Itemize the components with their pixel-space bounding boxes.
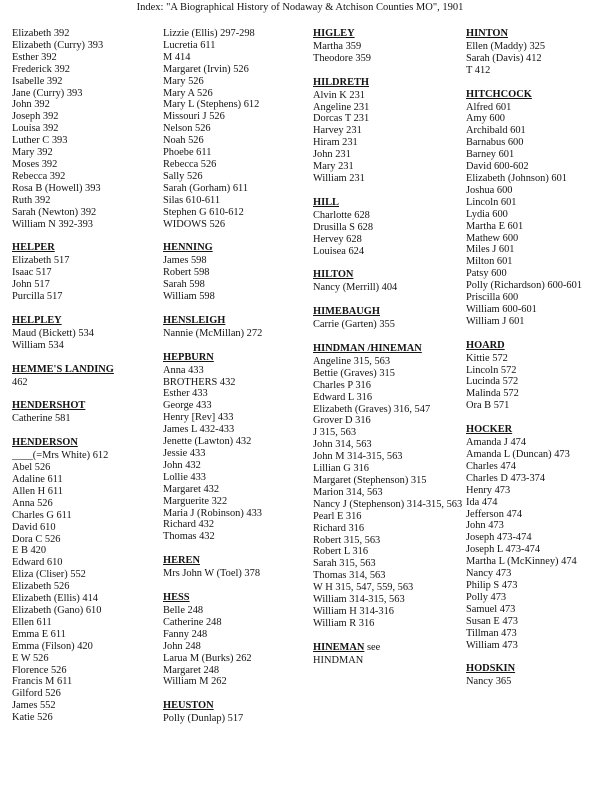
index-entry: Martha E 601: [466, 220, 524, 232]
index-entry: Maria J (Robinson) 433: [163, 507, 262, 519]
surname-section: [163, 555, 308, 580]
index-entry: Silas 610-611: [163, 194, 221, 206]
index-entry: Emma E 611: [12, 628, 66, 640]
index-entry: Emma (Filson) 420: [12, 640, 93, 652]
surname-heading: HINTON: [466, 28, 508, 39]
index-entry: Nelson 526: [163, 123, 211, 135]
index-entry: John 517: [12, 279, 50, 291]
index-entry: William R 316: [313, 617, 375, 629]
surname-heading: HITCHCOCK: [466, 88, 532, 100]
index-entry: Mary L (Stephens) 612: [163, 99, 260, 111]
surname-heading: HEUSTON: [163, 700, 214, 712]
surname-section: [163, 592, 308, 688]
surname-heading: HILL: [313, 196, 339, 208]
index-entry: Esther 433: [163, 388, 208, 400]
index-entry: Louisea 624: [313, 245, 365, 257]
index-entry: William N 392-393: [12, 218, 93, 230]
index-entry: Margaret 248: [163, 664, 220, 676]
page-header: Index: "A Biographical History of Nodaway & Atchison Counties MO", 1901: [136, 2, 464, 13]
surname-heading-wrap: [466, 424, 596, 436]
surname-heading-wrap: [313, 77, 463, 89]
surname-heading-wrap: [163, 592, 308, 604]
index-entry: Catherine 248: [163, 616, 222, 628]
index-entry: Amanda J 474: [466, 437, 527, 449]
index-entry: Elizabeth 392: [12, 28, 70, 39]
index-entry: Sarah 315, 563: [313, 558, 376, 570]
index-entry: John 392: [12, 99, 50, 111]
index-entry: William H 314-316: [313, 605, 394, 617]
surname-heading-wrap: [163, 700, 308, 712]
index-entry: William 473: [466, 639, 518, 651]
index-entry: George 433: [163, 400, 212, 412]
index-entry: Lydia 600: [466, 208, 508, 220]
surname-section: [12, 315, 157, 352]
surname-section: [313, 28, 463, 65]
index-entry: Missouri J 526: [163, 111, 225, 123]
index-entry: Catherine 581: [12, 413, 71, 425]
index-entry: Charlotte 628: [313, 209, 370, 221]
index-column: [466, 28, 596, 700]
surname-section: [466, 424, 596, 651]
surname-heading-wrap: [466, 340, 596, 352]
index-entry: Henry [Rev] 433: [163, 412, 234, 424]
index-entry: Anna 526: [12, 497, 53, 509]
index-entry: Elizabeth (Curry) 393: [12, 39, 104, 51]
index-entry: Marion 314, 563: [313, 486, 383, 498]
index-entry: Joseph 392: [12, 111, 59, 123]
index-entry: Edward L 316: [313, 391, 373, 403]
index-entry: James 598: [163, 255, 207, 267]
index-entry: BROTHERS 432: [163, 376, 236, 388]
index-entry: Lucinda 572: [466, 376, 519, 388]
index-entry: Barnabus 600: [466, 137, 524, 149]
index-entry: Elizabeth 517: [12, 255, 70, 267]
index-entry: John 231: [313, 149, 351, 161]
surname-heading: HILTON: [313, 269, 354, 281]
surname-section: [313, 306, 463, 331]
index-entry: Phoebe 611: [163, 147, 212, 159]
index-entry: William 534: [12, 339, 64, 351]
index-entry: William 598: [163, 291, 215, 303]
index-entry: Lollie 433: [163, 471, 206, 483]
index-entry: Robert L 316: [313, 546, 369, 558]
surname-heading: HILDRETH: [313, 76, 370, 88]
surname-heading: HENNING: [163, 242, 213, 254]
index-entry: Jenette (Lawton) 432: [163, 436, 252, 448]
index-entry: Elizabeth 526: [12, 581, 70, 593]
index-entry: Rebecca 526: [163, 158, 217, 170]
surname-heading-wrap: [12, 400, 157, 412]
surname-section: [163, 700, 308, 725]
surname-section: [466, 89, 596, 328]
index-entry: Belle 248: [163, 604, 204, 616]
index-entry: Bettie (Graves) 315: [313, 367, 395, 379]
index-entry: Nancy 473: [466, 568, 512, 580]
index-entry: Angeline 315, 563: [313, 355, 391, 367]
index-entry: Francis M 611: [12, 676, 73, 688]
index-entry: Jessie 433: [163, 448, 206, 459]
surname-heading-wrap: [163, 555, 308, 567]
index-entry: Angeline 231: [313, 101, 370, 113]
surname-section: [12, 242, 157, 303]
surname-heading-wrap: [12, 437, 157, 449]
index-entry: Kittie 572: [466, 352, 508, 364]
surname-heading: HELPLEY: [12, 314, 62, 326]
surname-heading-suffix: see: [364, 641, 381, 653]
index-entry: Elizabeth (Graves) 316, 547: [313, 403, 431, 415]
index-entry: David 600-602: [466, 161, 529, 173]
surname-heading-wrap: [466, 89, 596, 101]
index-entry: Nancy (Merrill) 404: [313, 282, 398, 294]
index-entry: Margaret (Stephenson) 315: [313, 475, 427, 486]
index-entry: Martha L (McKinney) 474: [466, 556, 577, 568]
index-entry: Rosa B (Howell) 393: [12, 182, 101, 194]
index-entry: Isabelle 392: [12, 75, 63, 87]
index-entry: Alvin K 231: [313, 89, 365, 101]
index-entry: Stephen G 610-612: [163, 206, 244, 218]
surname-section: [163, 28, 308, 230]
index-entry: Margaret (Irvin) 526: [163, 63, 249, 75]
index-entry: Fanny 248: [163, 628, 208, 640]
surname-section: [313, 197, 463, 258]
index-entry: Sarah (Newton) 392: [12, 206, 97, 218]
index-entry: John M 314-315, 563: [313, 451, 403, 463]
index-entry: John 432: [163, 459, 201, 471]
surname-section: [12, 400, 157, 425]
index-entry: Elizabeth (Johnson) 601: [466, 172, 567, 184]
index-entry: Nancy 365: [466, 676, 512, 688]
index-entry: Lucretia 611: [163, 39, 216, 51]
surname-heading-wrap: [313, 269, 463, 281]
index-entry: Luther C 393: [12, 135, 68, 147]
index-entry: Richard 316: [313, 522, 365, 534]
index-entry: Lincoln 601: [466, 196, 517, 208]
surname-section: [12, 437, 157, 724]
surname-heading: HINDMAN /HINEMAN: [313, 343, 422, 355]
index-entry: Anna 433: [163, 364, 204, 376]
index-entry: Samuel 473: [466, 603, 516, 615]
index-entry: E W 526: [12, 652, 49, 664]
surname-section: [12, 364, 157, 389]
index-entry: 462: [12, 376, 28, 388]
surname-heading: HELPER: [12, 242, 55, 254]
surname-section: [466, 340, 596, 412]
index-entry: Patsy 600: [466, 268, 507, 280]
index-entry: Ellen 611: [12, 616, 52, 628]
index-entry: Priscilla 600: [466, 292, 519, 304]
surname-heading-wrap: [313, 197, 463, 209]
index-entry: Lillian G 316: [313, 463, 369, 475]
surname-heading-wrap: [313, 306, 463, 318]
index-entry: Tillman 473: [466, 627, 517, 639]
surname-heading: HENDERSON: [12, 437, 78, 449]
index-entry: Thomas 314, 563: [313, 570, 386, 582]
index-entry: Ellen (Maddy) 325: [466, 40, 546, 52]
index-entry: Sarah (Gorham) 611: [163, 182, 249, 194]
index-entry: Hiram 231: [313, 137, 358, 149]
index-entry: John 473: [466, 520, 504, 532]
surname-heading: HOARD: [466, 339, 505, 351]
index-entry: Dora C 526: [12, 533, 61, 545]
index-entry: David 610: [12, 521, 56, 533]
index-entry: Polly (Richardson) 600-601: [466, 280, 583, 292]
index-entry: Mary A 526: [163, 87, 213, 99]
index-entry: Harvey 231: [313, 125, 362, 137]
surname-heading: HIMEBAUGH: [313, 306, 380, 318]
index-entry: Ruth 392: [12, 194, 51, 206]
index-entry: Marguerite 322: [163, 495, 228, 507]
index-entry: Hervey 628: [313, 233, 362, 245]
index-entry: William 231: [313, 172, 365, 184]
surname-heading-wrap: [163, 352, 308, 364]
index-entry: Charles 474: [466, 460, 516, 472]
index-entry: Moses 392: [12, 158, 58, 170]
index-column: [163, 28, 308, 737]
index-entry: Adaline 611: [12, 474, 63, 485]
surname-heading: HEPBURN: [163, 351, 214, 363]
surname-heading-wrap: [313, 642, 463, 654]
index-entry: Henry 473: [466, 484, 511, 496]
index-entry: Thomas 432: [163, 531, 215, 543]
index-entry: Polly 473: [466, 591, 507, 603]
surname-section: [466, 28, 596, 77]
index-entry: Isaac 517: [12, 267, 52, 279]
index-entry: Nancy J (Stephenson) 314-315, 563: [313, 498, 463, 510]
index-entry: Maud (Bickett) 534: [12, 327, 94, 339]
index-entry: Edward 610: [12, 557, 63, 569]
index-entry: ____(=Mrs White) 612: [12, 450, 109, 462]
index-entry: Joseph L 473-474: [466, 544, 541, 556]
index-entry: J 315, 563: [313, 427, 357, 439]
index-entry: William 314-315, 563: [313, 594, 405, 606]
surname-heading: HEMME'S LANDING: [12, 363, 114, 375]
surname-section: [313, 642, 463, 667]
index-entry: Richard 432: [163, 519, 215, 531]
surname-heading: HENDERSHOT: [12, 400, 86, 412]
index-entry: E B 420: [12, 545, 47, 557]
index-entry: Sarah (Davis) 412: [466, 52, 542, 64]
index-entry: Martha 359: [313, 40, 362, 52]
index-entry: HINDMAN: [313, 654, 364, 666]
index-entry: Philip S 473: [466, 579, 518, 591]
surname-heading: HIGLEY: [313, 28, 355, 39]
index-entry: Jefferson 474: [466, 508, 523, 520]
index-entry: Barney 601: [466, 149, 515, 161]
index-entry: Mary 231: [313, 161, 354, 173]
surname-section: [163, 352, 308, 544]
index-entry: Milton 601: [466, 256, 513, 268]
index-entry: Sarah 598: [163, 279, 205, 291]
index-entry: Grover D 316: [313, 415, 371, 427]
index-entry: William M 262: [163, 676, 227, 688]
index-entry: Miles J 601: [466, 244, 515, 256]
surname-heading-wrap: [163, 242, 308, 254]
index-entry: Archibald 601: [466, 125, 526, 137]
index-entry: M 414: [163, 51, 191, 63]
surname-heading-wrap: [163, 315, 308, 327]
surname-heading: HINEMAN: [313, 641, 365, 653]
index-entry: Charles D 473-374: [466, 472, 546, 484]
index-column: [12, 28, 157, 736]
index-entry: Mary 526: [163, 75, 204, 87]
index-entry: Dorcas T 231: [313, 113, 370, 125]
index-entry: Elizabeth (Gano) 610: [12, 604, 102, 616]
surname-section: [313, 77, 463, 185]
index-entry: John 248: [163, 640, 201, 652]
index-entry: William J 601: [466, 315, 525, 327]
index-entry: John 314, 563: [313, 439, 372, 451]
index-entry: Amy 600: [466, 113, 505, 125]
index-entry: Charles P 316: [313, 379, 371, 391]
index-entry: Malinda 572: [466, 388, 519, 400]
index-entry: Louisa 392: [12, 123, 59, 135]
index-entry: Nannie (McMillan) 272: [163, 327, 263, 339]
index-entry: Mary 392: [12, 147, 53, 159]
index-entry: Allen H 611: [12, 485, 63, 497]
index-entry: Robert 315, 563: [313, 534, 381, 546]
surname-heading: HEREN: [163, 555, 200, 567]
index-entry: Purcilla 517: [12, 291, 63, 303]
surname-section: [466, 663, 596, 688]
index-entry: James 552: [12, 700, 56, 712]
index-entry: Eliza (Cliser) 552: [12, 569, 86, 581]
index-entry: Charles G 611: [12, 509, 72, 521]
index-entry: WIDOWS 526: [163, 218, 226, 230]
index-entry: Theodore 359: [313, 52, 371, 64]
index-entry: Noah 526: [163, 135, 204, 147]
index-entry: Joseph 473-474: [466, 532, 532, 544]
index-entry: Esther 392: [12, 51, 57, 63]
surname-section: [12, 28, 157, 230]
surname-heading: HESS: [163, 592, 190, 604]
index-entry: Margaret 432: [163, 483, 220, 495]
surname-section: [313, 269, 463, 294]
index-entry: Amanda L (Duncan) 473: [466, 449, 570, 460]
index-entry: Polly (Dunlap) 517: [163, 713, 244, 725]
index-entry: T 412: [466, 64, 491, 76]
index-entry: Mrs John W (Toel) 378: [163, 568, 261, 580]
index-entry: Frederick 392: [12, 63, 70, 75]
surname-heading-wrap: [313, 28, 463, 40]
surname-heading-wrap: [12, 242, 157, 254]
index-entry: Joshua 600: [466, 184, 513, 196]
index-entry: W H 315, 547, 559, 563: [313, 582, 414, 594]
index-entry: Lizzie (Ellis) 297-298: [163, 28, 255, 39]
index-entry: Elizabeth (Ellis) 414: [12, 593, 98, 605]
surname-heading-wrap: [12, 364, 157, 376]
surname-heading: HENSLEIGH: [163, 314, 226, 326]
index-entry: Mathew 600: [466, 232, 519, 244]
surname-heading-wrap: [12, 315, 157, 327]
surname-section: [313, 343, 463, 630]
surname-heading-wrap: [313, 343, 463, 355]
surname-heading: HODSKIN: [466, 663, 516, 675]
index-entry: Larua M (Burks) 262: [163, 652, 252, 664]
index-entry: Sally 526: [163, 170, 203, 182]
index-entry: Lincoln 572: [466, 364, 517, 376]
index-entry: Drusilla S 628: [313, 221, 374, 233]
index-entry: Ora B 571: [466, 400, 510, 412]
surname-heading-wrap: [466, 28, 596, 40]
index-entry: Jane (Curry) 393: [12, 87, 83, 99]
index-entry: James L 432-433: [163, 424, 235, 436]
index-entry: Susan E 473: [466, 615, 518, 627]
surname-heading-wrap: [466, 663, 596, 675]
index-entry: Alfred 601: [466, 101, 512, 113]
index-entry: Florence 526: [12, 664, 67, 676]
index-entry: Abel 526: [12, 462, 51, 474]
surname-section: [163, 242, 308, 303]
index-entry: Robert 598: [163, 267, 210, 279]
surname-heading: HOCKER: [466, 424, 513, 436]
index-entry: Carrie (Garten) 355: [313, 319, 395, 331]
index-entry: Gilford 526: [12, 688, 61, 700]
index-entry: Rebecca 392: [12, 170, 66, 182]
surname-section: [163, 315, 308, 340]
index-entry: Ida 474: [466, 496, 498, 508]
index-entry: William 600-601: [466, 303, 537, 315]
index-entry: Pearl E 316: [313, 510, 362, 522]
index-entry: Katie 526: [12, 712, 53, 724]
index-column: [313, 28, 463, 679]
